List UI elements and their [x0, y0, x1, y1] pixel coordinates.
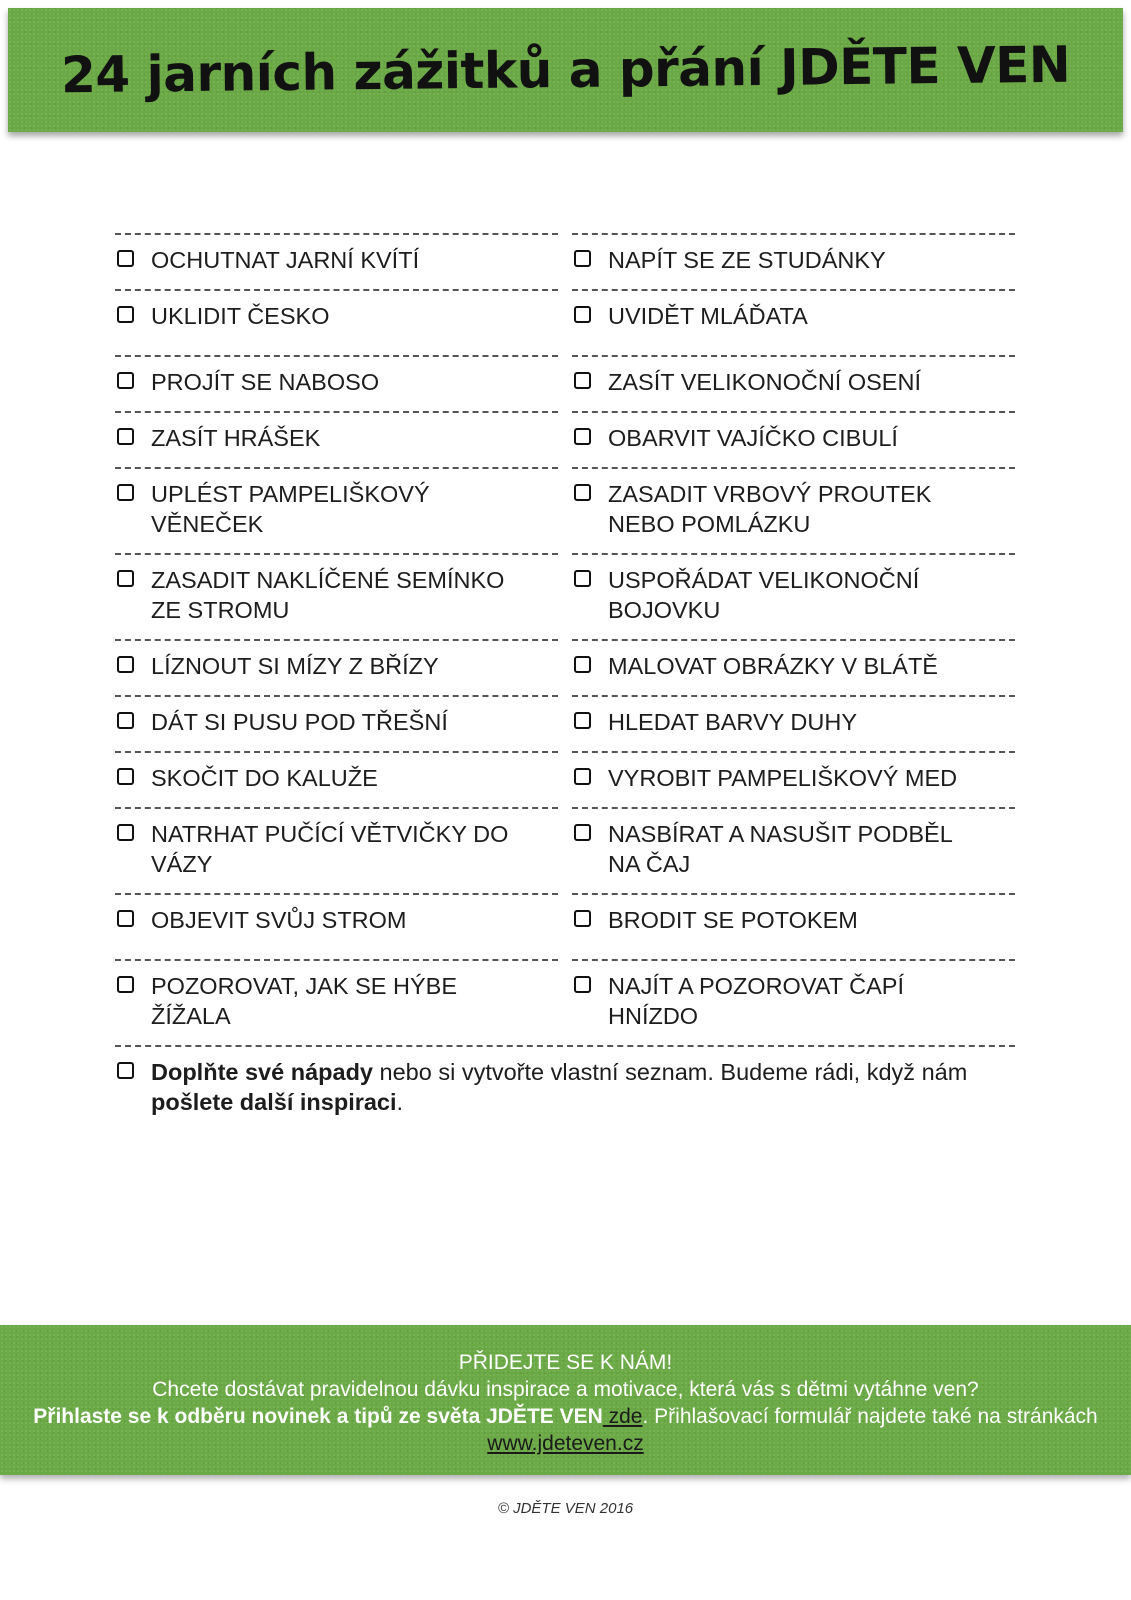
- checklist-item: [115, 411, 558, 467]
- checkbox[interactable]: [574, 824, 591, 841]
- item-label: POZOROVAT, JAK SE HÝBE ŽÍŽALA: [151, 973, 458, 1029]
- footer-line1: Chcete dostávat pravidelnou dávku inspirace a motivace, která vás s dětmi vytáhne ven?: [152, 1378, 979, 1401]
- checkbox[interactable]: [117, 484, 134, 501]
- item-label: NAPÍT SE ZE STUDÁNKY: [608, 247, 886, 273]
- checklist-item: [115, 355, 558, 411]
- checkbox[interactable]: [117, 428, 134, 445]
- note-text-part2: .: [396, 1089, 404, 1115]
- checkbox[interactable]: [574, 428, 591, 445]
- checklist-item: [115, 289, 558, 355]
- signup-link[interactable]: zde: [602, 1405, 643, 1428]
- title-banner: [8, 8, 1123, 132]
- checklist-item: [572, 695, 1015, 751]
- checkbox[interactable]: [574, 484, 591, 501]
- note-text: [151, 1057, 991, 1117]
- checklist-item: [115, 959, 558, 1045]
- item-label: VYROBIT PAMPELIŠKOVÝ MED: [608, 765, 958, 791]
- item-label: LÍZNOUT SI MÍZY Z BŘÍZY: [151, 653, 439, 679]
- note-bold-inspiration: pošlete další inspiraci: [151, 1089, 397, 1115]
- checklist-item: [572, 751, 1015, 807]
- checkbox[interactable]: [117, 976, 134, 993]
- checkbox[interactable]: [574, 712, 591, 729]
- copyright: © JDĚTE VEN 2016: [497, 1500, 634, 1517]
- footer-line2: [0, 1403, 1131, 1457]
- item-label: SKOČIT DO KALUŽE: [151, 765, 378, 791]
- item-label: PROJÍT SE NABOSO: [151, 369, 380, 395]
- checklist-item: [115, 893, 558, 959]
- item-label: BRODIT SE POTOKEM: [608, 907, 858, 933]
- checklist-item: [572, 289, 1015, 355]
- footer-text: . Přihlašovací formulář najdete také na stránkách: [642, 1405, 1098, 1428]
- checkbox[interactable]: [574, 570, 591, 587]
- note-bold-ideas: Doplňte své nápady: [151, 1059, 373, 1085]
- checkbox[interactable]: [117, 1062, 134, 1079]
- checklist: [115, 233, 1015, 1117]
- item-label: ZASÍT VELIKONOČNÍ OSENÍ: [608, 369, 921, 395]
- checkbox[interactable]: [117, 768, 134, 785]
- checkbox[interactable]: [574, 250, 591, 267]
- checkbox[interactable]: [117, 712, 134, 729]
- checklist-item: [115, 553, 558, 639]
- newsletter-footer: [0, 1325, 1131, 1475]
- item-label: MALOVAT OBRÁZKY V BLÁTĚ: [608, 653, 938, 679]
- checklist-item: [572, 807, 1015, 893]
- page-title: 24 jarních zážitků a přání JDĚTE VEN: [60, 35, 1071, 105]
- checklist-item: [115, 233, 558, 289]
- checkbox[interactable]: [574, 768, 591, 785]
- checkbox[interactable]: [117, 570, 134, 587]
- item-label: OCHUTNAT JARNÍ KVÍTÍ: [151, 247, 420, 273]
- checklist-grid: [115, 233, 1015, 1045]
- item-label: NASBÍRAT A NASUŠIT PODBĚL NA ČAJ: [608, 821, 952, 877]
- item-label: OBARVIT VAJÍČKO CIBULÍ: [608, 425, 898, 451]
- checkbox[interactable]: [117, 372, 134, 389]
- checklist-item: [572, 639, 1015, 695]
- checkbox[interactable]: [574, 372, 591, 389]
- checklist-item: [115, 467, 558, 553]
- item-label: USPOŘÁDAT VELIKONOČNÍ BOJOVKU: [608, 567, 920, 623]
- item-label: ZASADIT VRBOVÝ PROUTEK NEBO POMLÁZKU: [608, 481, 932, 537]
- checkbox[interactable]: [117, 656, 134, 673]
- checklist-item: [115, 639, 558, 695]
- checkbox[interactable]: [117, 306, 134, 323]
- checkbox[interactable]: [574, 976, 591, 993]
- footer-heading: PŘIDEJTE SE K NÁM!: [458, 1351, 673, 1374]
- checklist-item: [115, 695, 558, 751]
- item-label: NAJÍT A POZOROVAT ČAPÍ HNÍZDO: [608, 973, 904, 1029]
- checkbox[interactable]: [574, 306, 591, 323]
- website-link[interactable]: www.jdeteven.cz: [487, 1432, 644, 1455]
- item-label: OBJEVIT SVŮJ STROM: [151, 907, 407, 933]
- checkbox[interactable]: [117, 250, 134, 267]
- item-label: NATRHAT PUČÍCÍ VĚTVIČKY DO VÁZY: [151, 821, 509, 877]
- item-label: HLEDAT BARVY DUHY: [608, 709, 858, 735]
- checkbox[interactable]: [117, 910, 134, 927]
- checklist-item: [572, 411, 1015, 467]
- checklist-item: [115, 751, 558, 807]
- item-label: UKLIDIT ČESKO: [151, 303, 330, 329]
- item-label: UVIDĚT MLÁĎATA: [608, 303, 808, 329]
- footer-bold-text: Přihlaste se k odběru novinek a tipů ze světa JDĚTE VEN: [33, 1405, 603, 1428]
- item-label: UPLÉST PAMPELIŠKOVÝ VĚNEČEK: [151, 481, 430, 537]
- checkbox[interactable]: [574, 910, 591, 927]
- item-label: ZASÍT HRÁŠEK: [151, 425, 321, 451]
- checklist-item: [572, 355, 1015, 411]
- checklist-item: [115, 807, 558, 893]
- custom-ideas-note: [115, 1045, 1015, 1117]
- note-text-part1: nebo si vytvořte vlastní seznam. Budeme rádi, když nám: [373, 1059, 968, 1085]
- checkbox[interactable]: [574, 656, 591, 673]
- checklist-item: [572, 467, 1015, 553]
- item-label: ZASADIT NAKLÍČENÉ SEMÍNKO ZE STROMU: [151, 567, 505, 623]
- checklist-item: [572, 959, 1015, 1045]
- checkbox[interactable]: [117, 824, 134, 841]
- checklist-item: [572, 233, 1015, 289]
- checklist-item: [572, 893, 1015, 959]
- checklist-item: [572, 553, 1015, 639]
- item-label: DÁT SI PUSU POD TŘEŠNÍ: [151, 709, 448, 735]
